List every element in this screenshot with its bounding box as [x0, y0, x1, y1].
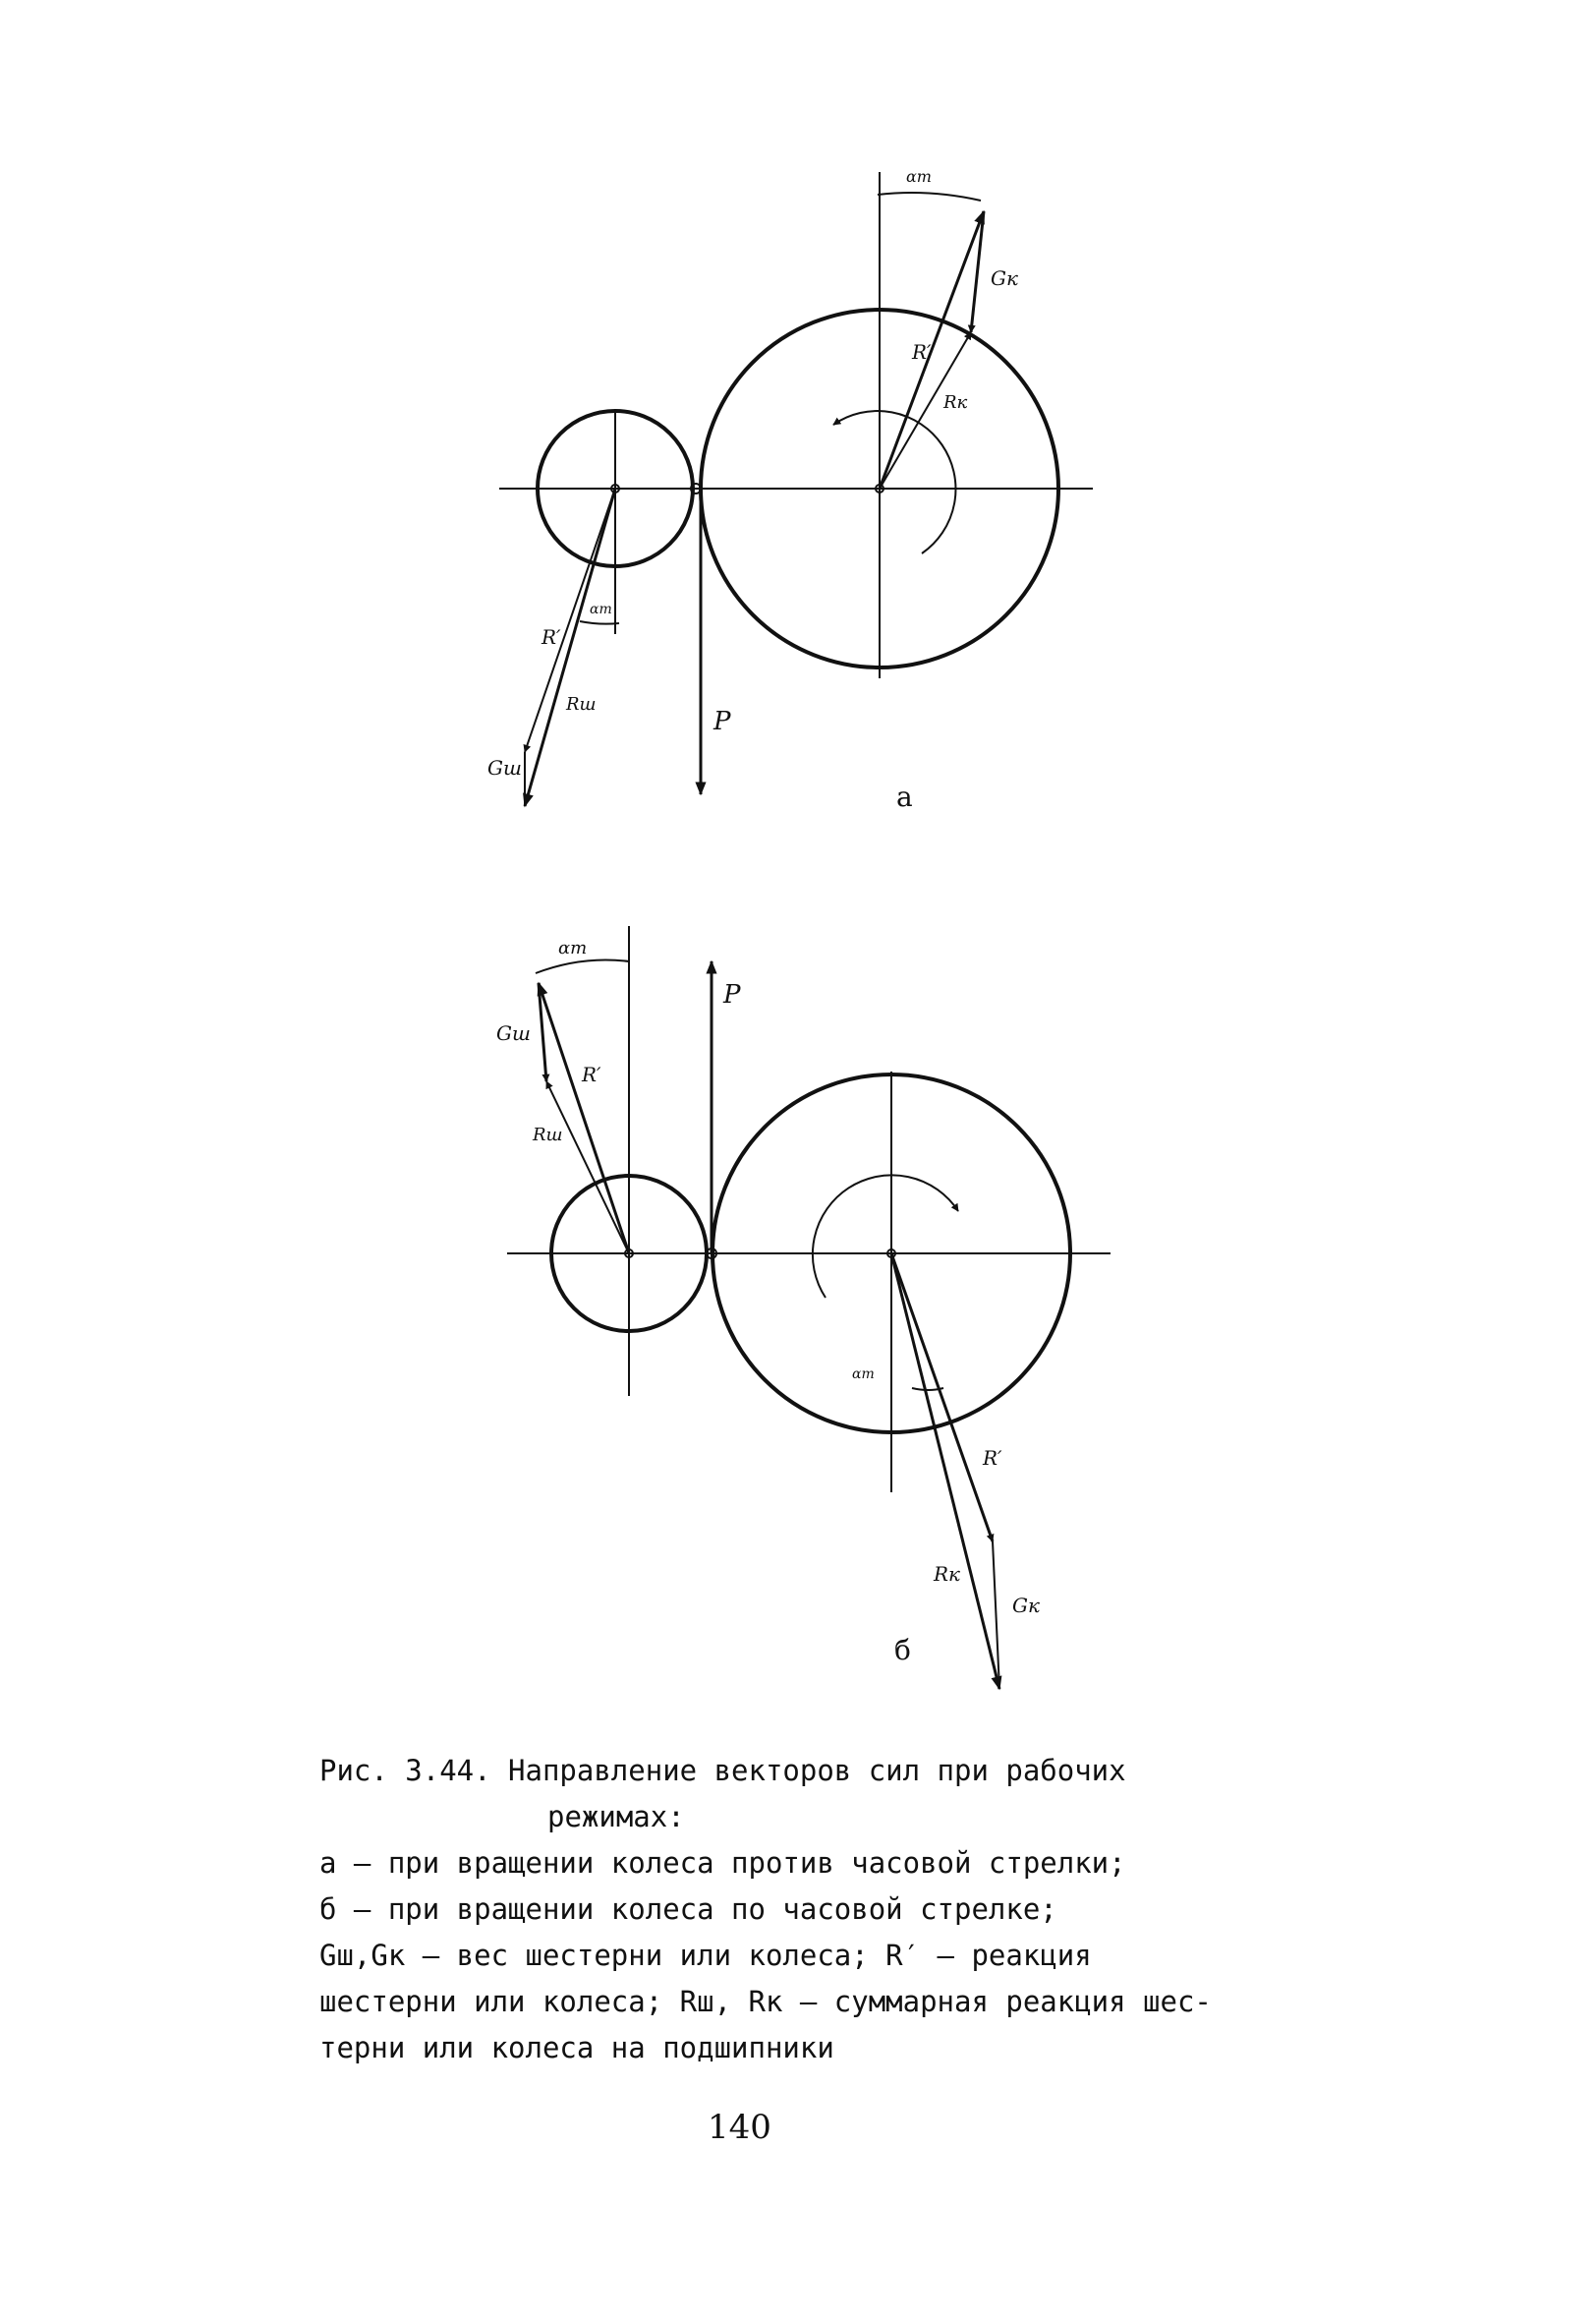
label-alpha-m-a-top: αm [906, 167, 932, 186]
figure-caption [319, 1748, 1361, 2071]
wheel-r-prime-vector [880, 211, 984, 489]
caption-line-5: Gш,Gк – вес шестерни или колеса; R′ – реакция [319, 1939, 1092, 1972]
label-r-prime-a-left: R′ [542, 625, 561, 649]
rotation-arrow-cw [813, 1175, 958, 1298]
caption-line-4: б – при вращении колеса по часовой стрелке; [319, 1892, 1057, 1926]
label-gsh-b: Gш [496, 1021, 531, 1045]
label-r-prime-b-left: R′ [582, 1063, 601, 1086]
label-r-prime-b-right: R′ [983, 1446, 1002, 1470]
pinion-rsh-vector-b [546, 1081, 629, 1253]
label-gk-a: Gк [991, 266, 1018, 290]
label-alpha-m-a-left: αm [590, 602, 612, 617]
label-p-a: P [713, 707, 731, 736]
pinion-rsh-vector [525, 489, 615, 806]
pinion-alpha-arc [580, 621, 619, 624]
wheel-alpha-arc-b [912, 1388, 943, 1390]
label-gsh-a: Gш [487, 756, 522, 780]
figure-b [507, 926, 1111, 1689]
caption-line-6: шестерни или колеса; Rш, Rк – суммарная реакция шес- [319, 1985, 1212, 2018]
label-r-prime-a-right: R′ [912, 340, 932, 364]
figure-b-sublabel: б [894, 1634, 911, 1666]
label-rsh-a: Rш [566, 694, 597, 715]
label-rsh-b: Rш [533, 1125, 563, 1145]
caption-line-1: Рис. 3.44. Направление векторов сил при рабочих [319, 1754, 1126, 1787]
wheel-r-prime-vector-b [891, 1253, 993, 1541]
pinion-r-prime-vector-b [539, 983, 629, 1253]
label-p-b: P [723, 980, 741, 1010]
rotation-arrow-ccw [833, 411, 955, 553]
caption-line-2: режимах: [547, 1800, 685, 1833]
label-alpha-m-b-top: αm [558, 938, 588, 958]
label-gk-b: Gк [1012, 1594, 1040, 1617]
pinion-alpha-arc-b [536, 960, 629, 974]
wheel-rk-vector-b [891, 1253, 999, 1689]
label-rk-b: Rк [934, 1562, 961, 1586]
figure-a-sublabel: а [896, 781, 913, 813]
caption-line-7: терни или колеса на подшипники [319, 2031, 834, 2064]
label-alpha-m-b-right: αm [852, 1366, 875, 1382]
label-rk-a: Rк [943, 392, 968, 413]
page-number: 140 [708, 2108, 771, 2147]
caption-line-3: а – при вращении колеса против часовой стрелки; [319, 1846, 1126, 1880]
wheel-alpha-arc [878, 193, 981, 201]
